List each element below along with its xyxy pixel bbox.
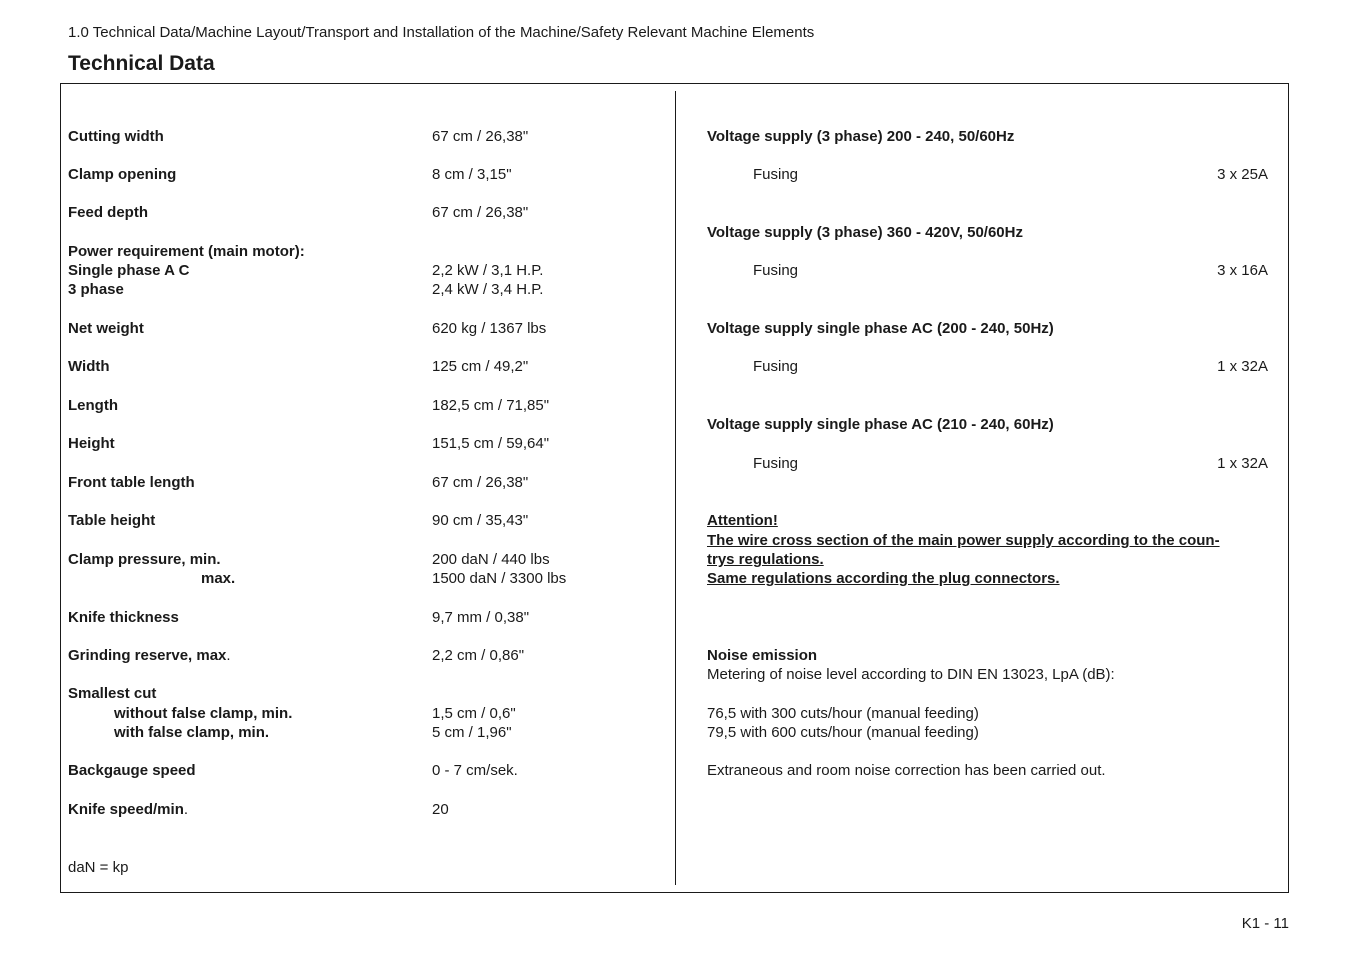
power-three-phase-label: 3 phase	[68, 281, 124, 298]
attention-title: Attention!	[707, 512, 778, 529]
backgauge-speed-label: Backgauge speed	[68, 762, 196, 779]
power-three-phase-value: 2,4 kW / 3,4 H.P.	[432, 281, 544, 298]
grinding-reserve-dot: .	[226, 647, 231, 664]
table-height-value: 90 cm / 35,43"	[432, 512, 529, 529]
supply1-fusing-label: Fusing	[753, 166, 799, 183]
smallest-cut-with-label: with false clamp, min.	[114, 724, 270, 741]
table-height-label: Table height	[68, 512, 156, 529]
height-label: Height	[68, 435, 115, 452]
smallest-cut-with-value: 5 cm / 1,96"	[432, 724, 512, 741]
power-single-phase-value: 2,2 kW / 3,1 H.P.	[432, 262, 544, 279]
width-value: 125 cm / 49,2"	[432, 358, 529, 375]
knife-speed-dot: .	[183, 801, 189, 818]
footnote: daN = kp	[68, 859, 129, 876]
length-label: Length	[68, 397, 118, 414]
knife-speed-value: 20	[432, 801, 449, 818]
grinding-reserve-label	[68, 646, 231, 665]
page-title: Technical Data	[68, 52, 215, 75]
clamp-pressure-min-value: 200 daN / 440 lbs	[432, 551, 550, 568]
cutting-width-label: Cutting width	[68, 128, 164, 145]
supply2-fusing-label: Fusing	[753, 262, 799, 279]
supply4-heading: Voltage supply single phase AC (210 - 240, 60Hz)	[707, 416, 1054, 433]
clamp-opening-value: 8 cm / 3,15"	[432, 166, 512, 183]
front-table-length-label: Front table length	[68, 474, 195, 491]
clamp-pressure-max-value: 1500 daN / 3300 lbs	[432, 570, 567, 587]
power-single-phase-label: Single phase A C	[68, 262, 190, 279]
net-weight-label: Net weight	[68, 320, 144, 337]
knife-thickness-value: 9,7 mm / 0,38"	[432, 609, 530, 626]
grinding-reserve-value: 2,2 cm / 0,86"	[432, 647, 525, 664]
knife-speed-label-text: Knife speed/min	[68, 801, 184, 818]
knife-thickness-label: Knife thickness	[68, 609, 179, 626]
backgauge-speed-value: 0 - 7 cm/sek.	[432, 762, 518, 779]
page-number: K1 - 11	[1241, 915, 1289, 932]
power-requirement-label: Power requirement (main motor):	[68, 243, 305, 260]
front-table-length-value: 67 cm / 26,38"	[432, 474, 529, 491]
supply2-fusing-value: 3 x 16A	[1217, 262, 1268, 279]
feed-depth-value: 67 cm / 26,38"	[432, 204, 529, 221]
column-divider	[675, 91, 676, 885]
feed-depth-label: Feed depth	[68, 204, 149, 221]
width-label: Width	[68, 358, 110, 375]
length-value: 182,5 cm / 71,85"	[432, 397, 550, 414]
noise-title: Noise emission	[707, 647, 818, 664]
attention-line-3: Same regulations according the plug connectors.	[707, 570, 1060, 587]
attention-line-2: trys regulations.	[707, 551, 824, 568]
supply4-fusing-value: 1 x 32A	[1217, 455, 1268, 472]
noise-line-4: Extraneous and room noise correction has been carried out.	[707, 762, 1106, 779]
smallest-cut-without-value: 1,5 cm / 0,6"	[432, 705, 516, 722]
supply4-fusing-label: Fusing	[753, 455, 799, 472]
clamp-opening-label: Clamp opening	[68, 166, 177, 183]
noise-line-1: Metering of noise level according to DIN EN 13023, LpA (dB):	[707, 666, 1115, 683]
smallest-cut-label: Smallest cut	[68, 685, 157, 702]
smallest-cut-without-label: without false clamp, min.	[114, 705, 293, 722]
supply1-heading: Voltage supply (3 phase) 200 - 240, 50/60Hz	[707, 128, 1015, 145]
clamp-pressure-max-label: max.	[201, 570, 236, 587]
knife-speed-label	[68, 800, 188, 819]
supply1-fusing-value: 3 x 25A	[1217, 166, 1268, 183]
grinding-reserve-label-text: Grinding reserve, max	[68, 647, 227, 664]
supply3-fusing-label: Fusing	[753, 358, 799, 375]
supply3-heading: Voltage supply single phase AC (200 - 240, 50Hz)	[707, 320, 1054, 337]
attention-line-1: The wire cross section of the main power supply according to the coun-	[707, 532, 1220, 549]
cutting-width-value: 67 cm / 26,38"	[432, 128, 529, 145]
noise-line-2: 76,5 with 300 cuts/hour (manual feeding)	[707, 705, 979, 722]
supply3-fusing-value: 1 x 32A	[1217, 358, 1268, 375]
clamp-pressure-label: Clamp pressure, min.	[68, 551, 221, 568]
net-weight-value: 620 kg / 1367 lbs	[432, 320, 547, 337]
noise-line-3: 79,5 with 600 cuts/hour (manual feeding)	[707, 724, 979, 741]
height-value: 151,5 cm / 59,64"	[432, 435, 550, 452]
supply2-heading: Voltage supply (3 phase) 360 - 420V, 50/60Hz	[707, 224, 1023, 241]
breadcrumb: 1.0 Technical Data/Machine Layout/Transport and Installation of the Machine/Safety Relevant Machine Elements	[68, 24, 815, 41]
